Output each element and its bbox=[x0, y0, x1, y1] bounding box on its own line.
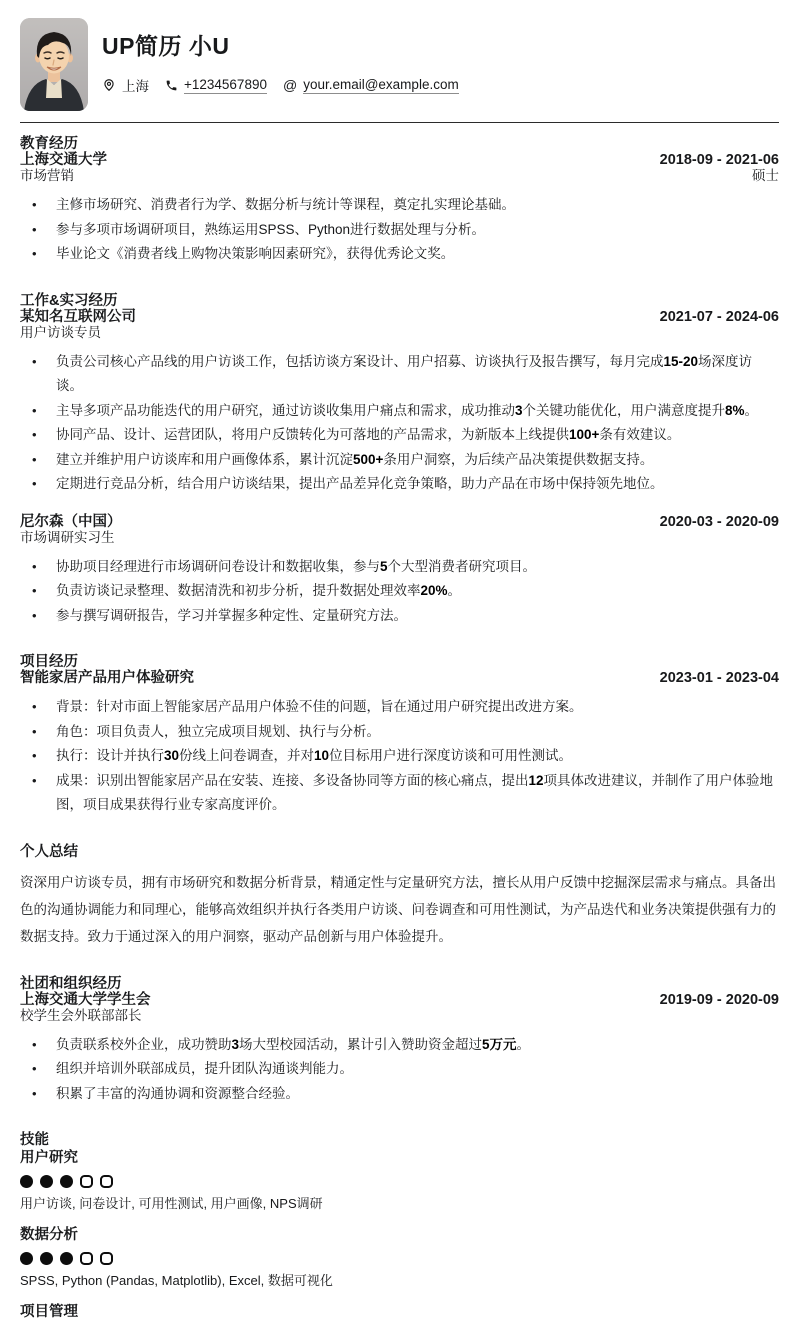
bullet-item: • 执行：设计并执行30份线上问卷调查，并对10位目标用户进行深度访谈和可用性测试。 bbox=[20, 744, 779, 769]
section-organizations bbox=[20, 976, 779, 1107]
work-section-title: 工作&实习经历 bbox=[20, 292, 118, 309]
bullet-item: • 负责访谈记录整理、数据清洗和初步分析，提升数据处理效率20%。 bbox=[20, 579, 779, 604]
skill-dot-empty bbox=[80, 1175, 93, 1188]
bullet-item: • 成果：识别出智能家居产品在安装、连接、多设备协同等方面的核心痛点，提出12项具体改进建议，并制作了用户体验地图，项目成果获得行业专家高度评价。 bbox=[20, 769, 779, 818]
candidate-name: UP简历 小U bbox=[102, 33, 230, 59]
organization-bullets bbox=[20, 1033, 779, 1107]
header-divider bbox=[20, 122, 779, 123]
email-at-icon: @ bbox=[282, 77, 298, 93]
organization-entry-head bbox=[20, 992, 779, 1008]
skill-keywords: SPSS, Python (Pandas, Matplotlib), Excel, 数据可视化 bbox=[20, 1273, 333, 1288]
work-date: 2020-03 - 2020-09 bbox=[659, 513, 779, 530]
skills-section-title: 技能 bbox=[20, 1132, 49, 1148]
project-entry bbox=[20, 670, 779, 818]
skill-dot-empty bbox=[80, 1252, 93, 1265]
bullet-item: • 协同产品、设计、运营团队，将用户反馈转化为可落地的产品需求，为新版本上线提供100+条有效建议。 bbox=[20, 423, 779, 448]
organization-name: 上海交通大学学生会 bbox=[20, 991, 151, 1008]
education-date: 2018-09 - 2021-06 bbox=[659, 152, 779, 168]
work-bullets bbox=[20, 350, 779, 497]
company-name: 某知名互联网公司 bbox=[20, 308, 136, 325]
phone-link[interactable]: +1234567890 bbox=[184, 76, 267, 92]
summary-section-title: 个人总结 bbox=[20, 843, 78, 860]
skill-level-dots bbox=[20, 1252, 779, 1265]
bullet-item: • 积累了丰富的沟通协调和资源整合经验。 bbox=[20, 1082, 779, 1107]
organization-role: 校学生会外联部部长 bbox=[20, 1007, 142, 1023]
summary-text: 资深用户访谈专员，拥有市场研究和数据分析背景，精通定性与定量研究方法，擅长从用户反馈中挖掘深层需求与痛点。具备出色的沟通协调能力和同理心，能够高效组织并执行各类用户访谈、问卷调查和可用性测试，为产品迭代和业务决策提供强有力的数据支持。致力于通过深入的用户洞察，驱动产品创新与用户体验提升。 bbox=[20, 874, 776, 944]
location-pin-icon bbox=[102, 78, 116, 92]
skill-name: 项目管理 bbox=[20, 1304, 78, 1320]
bullet-item: • 背景：针对市面上智能家居产品用户体验不佳的问题，旨在通过用户研究提出改进方案。 bbox=[20, 695, 779, 720]
section-work bbox=[20, 293, 779, 629]
skill-keywords: 用户访谈, 问卷设计, 可用性测试, 用户画像, NPS调研 bbox=[20, 1196, 323, 1211]
education-degree: 硕士 bbox=[752, 168, 779, 183]
skill-dot-filled bbox=[20, 1252, 33, 1265]
bullet-item: • 组织并培训外联部成员，提升团队沟通谈判能力。 bbox=[20, 1057, 779, 1082]
phone-item bbox=[165, 77, 267, 94]
project-date: 2023-01 - 2023-04 bbox=[659, 670, 779, 686]
resume-header bbox=[20, 18, 779, 111]
skill-dot-filled bbox=[40, 1175, 53, 1188]
work-bullets bbox=[20, 555, 779, 629]
email-link[interactable]: your.email@example.com bbox=[303, 76, 459, 92]
skill-level-dots bbox=[20, 1175, 779, 1188]
section-summary bbox=[20, 844, 779, 950]
skill-dot-filled bbox=[20, 1175, 33, 1188]
bullet-item: • 负责联系校外企业，成功赞助3场大型校园活动，累计引入赞助资金超过5万元。 bbox=[20, 1033, 779, 1058]
bullet-item: • 建立并维护用户访谈库和用户画像体系，累计沉淀500+条用户洞察，为后续产品决策提供数据支持。 bbox=[20, 448, 779, 473]
bullet-item: • 参与多项市场调研项目，熟练运用SPSS、Python进行数据处理与分析。 bbox=[20, 218, 779, 243]
education-entry-sub bbox=[20, 168, 779, 184]
education-entry bbox=[20, 152, 779, 267]
work-entry-sub bbox=[20, 530, 779, 546]
section-education bbox=[20, 136, 779, 267]
education-major: 市场营销 bbox=[20, 168, 74, 183]
contact-row bbox=[102, 75, 459, 95]
skill-dot-empty bbox=[100, 1252, 113, 1265]
location-item bbox=[102, 75, 149, 95]
bullet-item: • 协助项目经理进行市场调研问卷设计和数据收集，参与5个大型消费者研究项目。 bbox=[20, 555, 779, 580]
organization-date: 2019-09 - 2020-09 bbox=[659, 991, 779, 1008]
skill-dot-filled bbox=[60, 1175, 73, 1188]
organization-entry-sub bbox=[20, 1008, 779, 1024]
projects-section-title: 项目经历 bbox=[20, 654, 78, 670]
skill-dot-filled bbox=[60, 1252, 73, 1265]
work-entry-head bbox=[20, 309, 779, 325]
bullet-item: • 主导多项产品功能迭代的用户研究，通过访谈收集用户痛点和需求，成功推动3个关键功能优化，用户满意度提升8%。 bbox=[20, 399, 779, 424]
header-info bbox=[102, 18, 459, 111]
education-bullets bbox=[20, 193, 779, 267]
skill-dot-empty bbox=[100, 1175, 113, 1188]
company-name: 尼尔森（中国） bbox=[20, 513, 122, 530]
bullet-item: • 负责公司核心产品线的用户访谈工作，包括访谈方案设计、用户招募、访谈执行及报告撰写，每月完成15-20场深度访谈。 bbox=[20, 350, 779, 399]
bullet-item: • 主修市场研究、消费者行为学、数据分析与统计等课程，奠定扎实理论基础。 bbox=[20, 193, 779, 218]
work-entry-head bbox=[20, 514, 779, 530]
organization-entry bbox=[20, 992, 779, 1107]
work-entry-1 bbox=[20, 309, 779, 497]
skill-name: 用户研究 bbox=[20, 1150, 78, 1166]
section-skills bbox=[20, 1132, 779, 1320]
skill-data-analysis bbox=[20, 1227, 779, 1289]
job-title: 用户访谈专员 bbox=[20, 324, 101, 340]
education-section-title: 教育经历 bbox=[20, 136, 78, 152]
skill-project-management bbox=[20, 1304, 779, 1320]
profile-photo-illustration bbox=[20, 18, 88, 111]
school-name: 上海交通大学 bbox=[20, 152, 107, 168]
profile-photo bbox=[20, 18, 88, 111]
email-item bbox=[283, 77, 459, 94]
skill-user-research bbox=[20, 1150, 779, 1212]
phone-icon bbox=[165, 79, 178, 92]
organizations-section-title: 社团和组织经历 bbox=[20, 975, 122, 992]
location-text: 上海 bbox=[122, 79, 149, 94]
job-title: 市场调研实习生 bbox=[20, 529, 115, 545]
project-entry-head bbox=[20, 670, 779, 686]
section-projects bbox=[20, 654, 779, 818]
bullet-item: • 角色：项目负责人，独立完成项目规划、执行与分析。 bbox=[20, 720, 779, 745]
skill-name: 数据分析 bbox=[20, 1227, 78, 1243]
work-entry-sub bbox=[20, 325, 779, 341]
bullet-item: • 定期进行竞品分析，结合用户访谈结果，提出产品差异化竞争策略，助力产品在市场中保持领先地位。 bbox=[20, 472, 779, 497]
work-entry-2 bbox=[20, 514, 779, 629]
bullet-item: • 毕业论文《消费者线上购物决策影响因素研究》，获得优秀论文奖。 bbox=[20, 242, 779, 267]
project-name: 智能家居产品用户体验研究 bbox=[20, 670, 194, 686]
project-bullets bbox=[20, 695, 779, 818]
skill-dot-filled bbox=[40, 1252, 53, 1265]
bullet-item: • 参与撰写调研报告，学习并掌握多种定性、定量研究方法。 bbox=[20, 604, 779, 629]
work-date: 2021-07 - 2024-06 bbox=[659, 308, 779, 325]
education-entry-head bbox=[20, 152, 779, 168]
